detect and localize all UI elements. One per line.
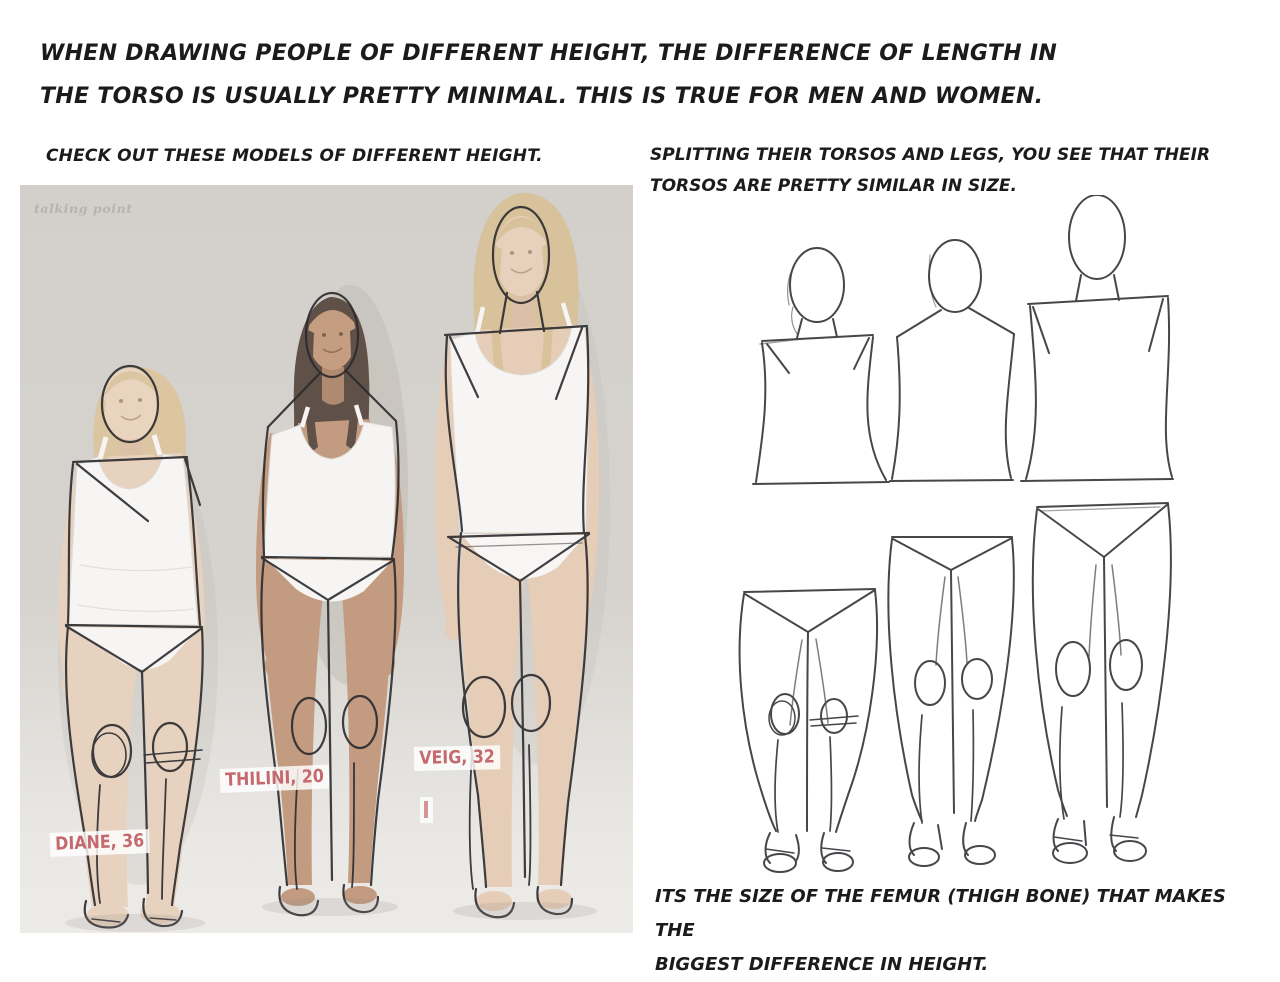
reference-photo bbox=[20, 185, 633, 933]
model-label-fragment bbox=[420, 797, 433, 823]
model-label-solveig: VEIG, 32 bbox=[414, 745, 500, 771]
photo-caption: CHECK OUT THESE MODELS OF DIFFERENT HEIGHT. bbox=[46, 146, 543, 166]
torso-sketch-medium bbox=[890, 240, 1014, 481]
legs-sketch-tall bbox=[1033, 503, 1171, 863]
sketch-caption-line-1: SPLITTING THEIR TORSOS AND LEGS, YOU SEE THAT THEIR bbox=[650, 145, 1211, 165]
photo-figures bbox=[20, 185, 633, 933]
model-label-diane: DIANE, 36 bbox=[50, 829, 150, 857]
conclusion-line-1: ITS THE SIZE OF THE FEMUR (THIGH BONE) THAT MAKES THE bbox=[655, 886, 1226, 941]
conclusion-line-2: BIGGEST DIFFERENCE IN HEIGHT. bbox=[655, 954, 989, 975]
page-title bbox=[40, 32, 1140, 118]
legs-sketch-medium bbox=[888, 537, 1013, 866]
torso-sketch-short bbox=[753, 248, 889, 484]
model-label-thilini: THILINI, 20 bbox=[220, 765, 330, 793]
photo-watermark: talking point bbox=[34, 201, 133, 216]
sketch-caption bbox=[650, 140, 1250, 202]
model-figure-solveig bbox=[435, 193, 599, 917]
legs-sketch-short bbox=[740, 589, 877, 872]
heading-line-1: WHEN DRAWING PEOPLE OF DIFFERENT HEIGHT, THE DIFFERENCE OF LENGTH IN bbox=[40, 41, 1058, 66]
conclusion-caption bbox=[655, 880, 1255, 982]
heading-line-2: THE TORSO IS USUALLY PRETTY MINIMAL. THIS IS TRUE FOR MEN AND WOMEN. bbox=[40, 84, 1044, 109]
floor-shadows bbox=[65, 898, 597, 932]
torso-and-leg-sketches bbox=[690, 195, 1270, 885]
torso-sketch-tall bbox=[1021, 195, 1173, 481]
sketch-caption-line-2: TORSOS ARE PRETTY SIMILAR IN SIZE. bbox=[650, 176, 1017, 196]
